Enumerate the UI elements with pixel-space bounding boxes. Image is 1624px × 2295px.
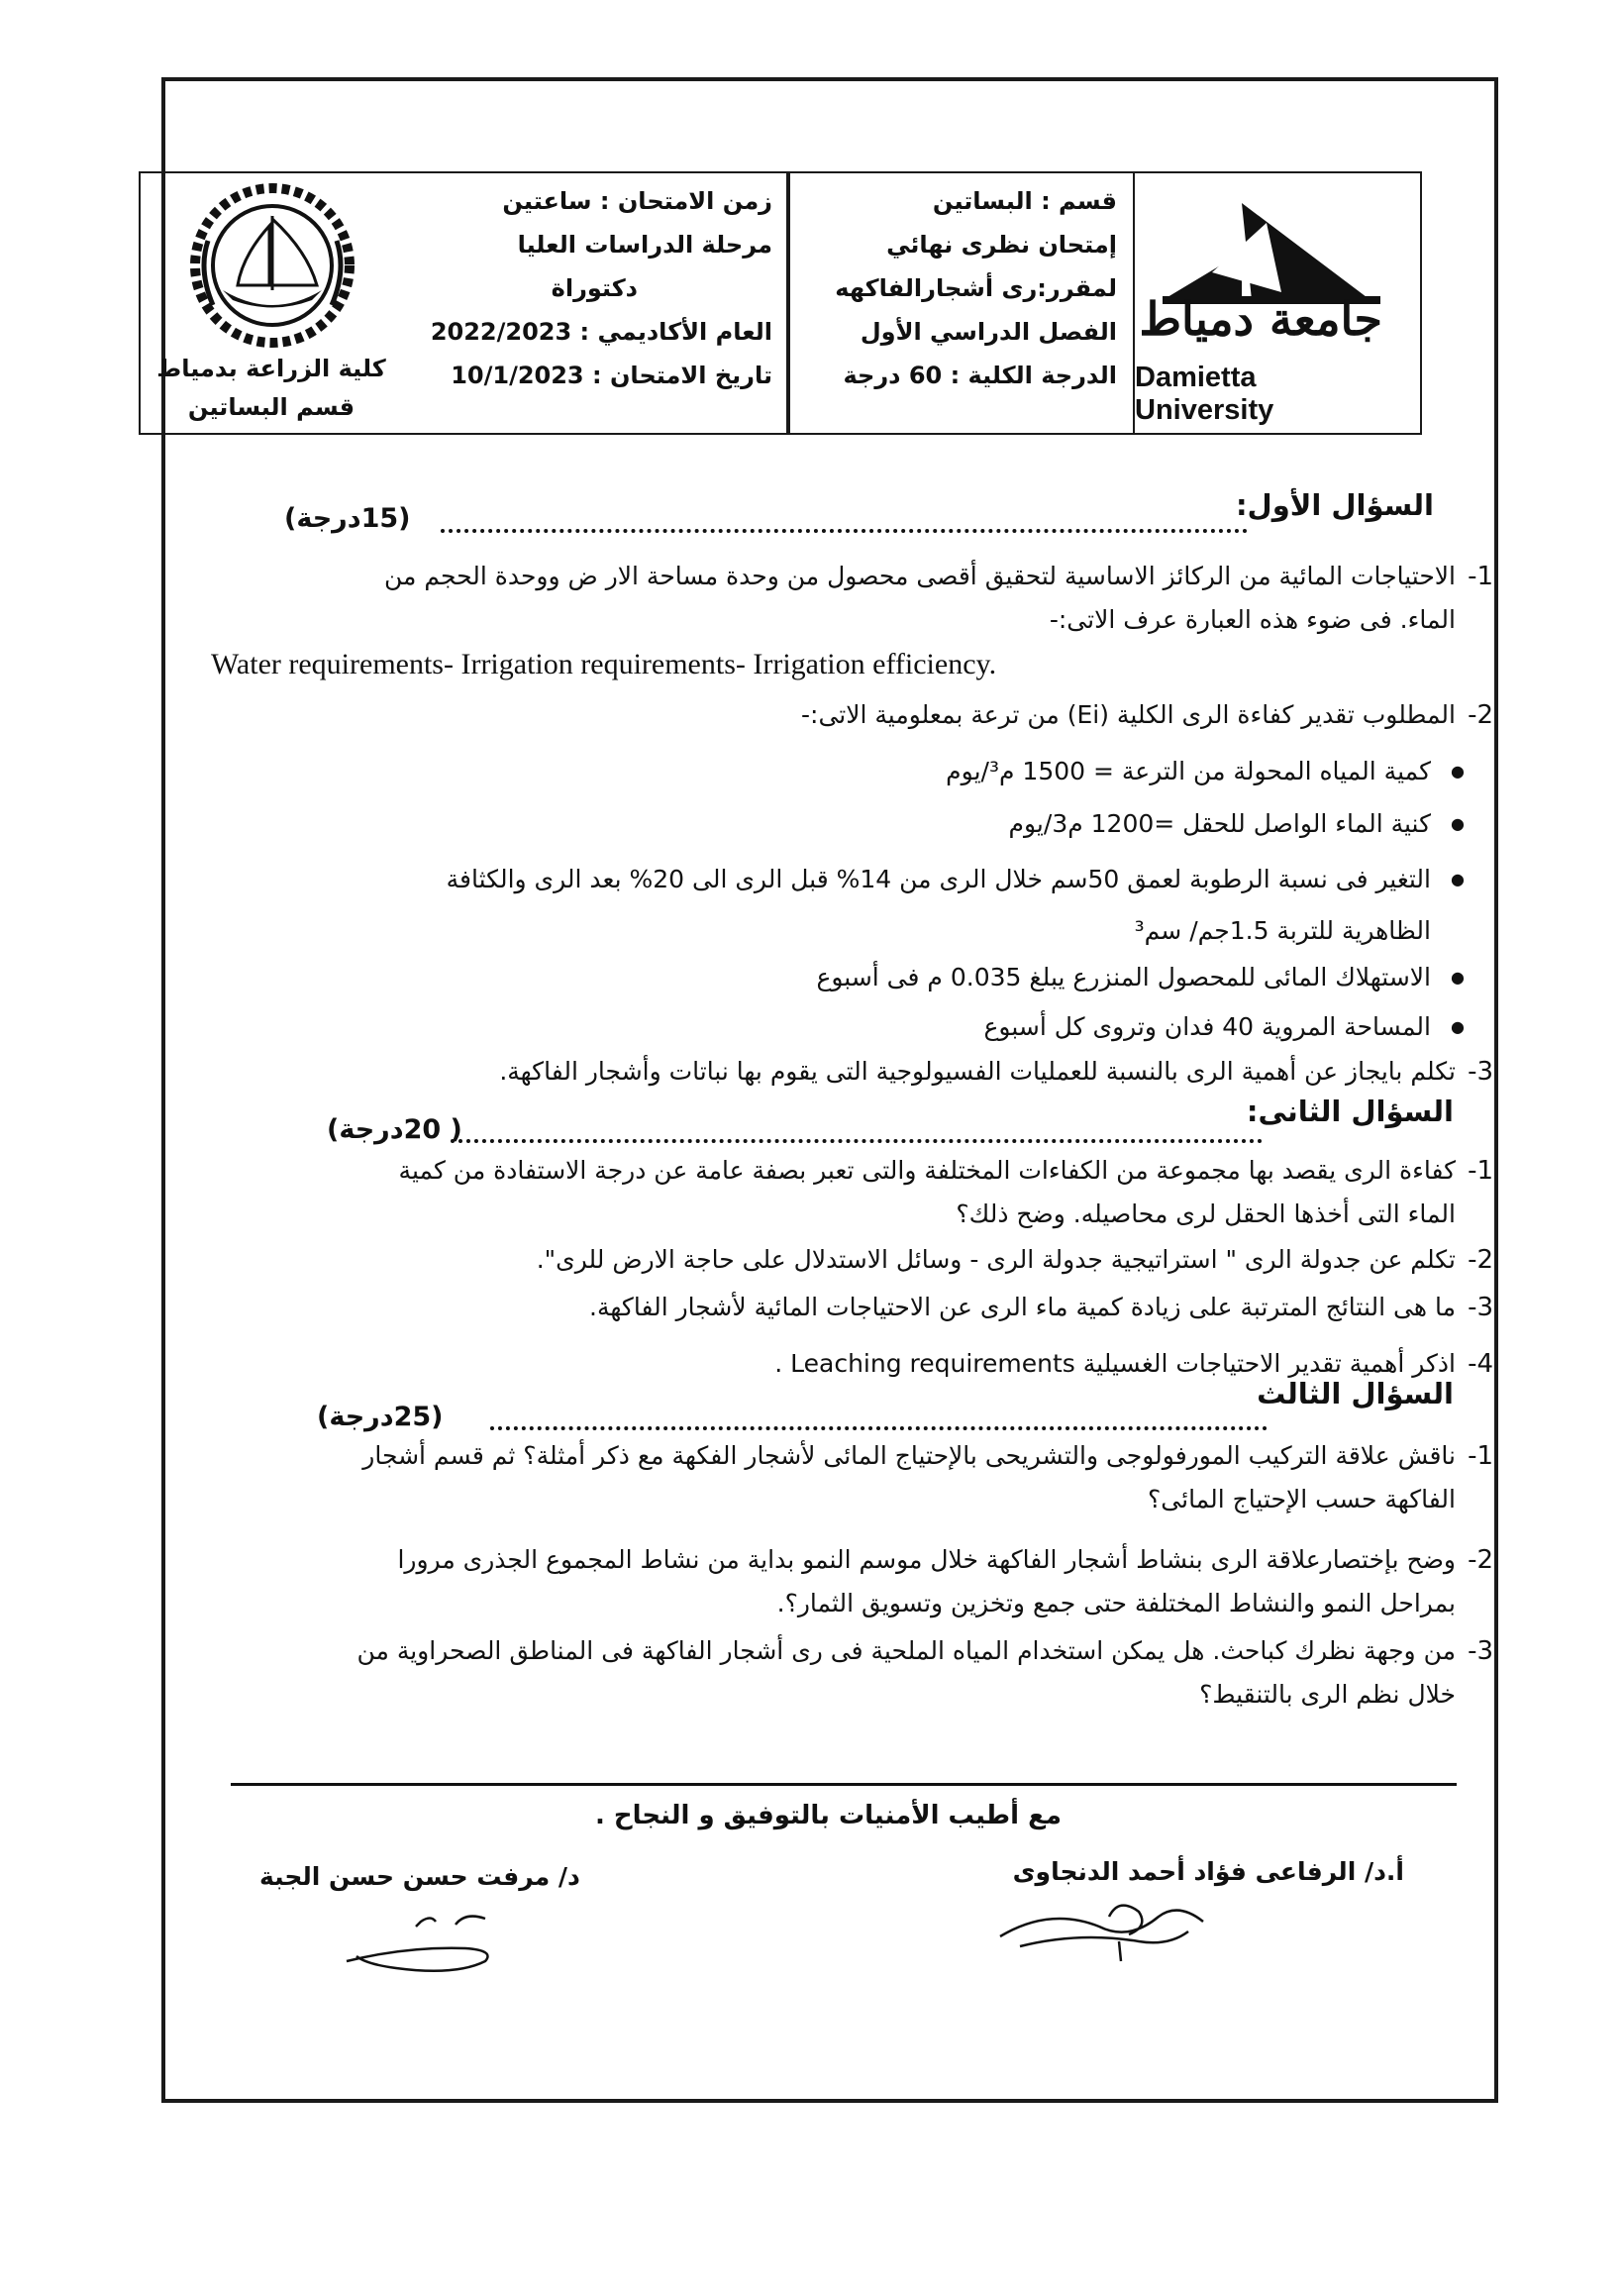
q3-item-1-text: ناقش علاقة التركيب المورفولوجى والتشريحى بالإحتياج المائى لأشجار الفكهة مع ذكر أمثلة؟ ثم قسم أشجار الفاكهة حسب الإحتياج المائى؟	[362, 1441, 1456, 1513]
q1-bullet-2: ● كنية الماء الواصل للحقل =1200 م3/يوم	[361, 802, 1431, 846]
course-name: لمقرر:رى أشجارالفاكهه	[835, 274, 1117, 302]
signature-name-right: أ.د/ الرفاعى فؤاد أحمد الدنجاوى	[1012, 1857, 1404, 1886]
question-2-dots	[451, 1139, 1263, 1143]
question-3-grade: (25درجة)	[317, 1402, 444, 1432]
q2-item-3	[356, 1286, 1493, 1329]
q2-item-1	[356, 1149, 1493, 1236]
question-3-dots	[490, 1426, 1268, 1430]
q1-bullet-3: ● التغير فى نسبة الرطوبة لعمق 50سم خلال الرى من 14% قبل الرى الى 20% بعد الرى والكثافة الظاهرية للتربة 1.5جم/ سم³	[361, 854, 1431, 957]
signature-left-icon	[337, 1907, 525, 1981]
q1-item-1-english-terms: Water requirements- Irrigation requirements- Irrigation efficiency.	[211, 648, 997, 680]
q3-item-3	[356, 1629, 1493, 1717]
question-2-grade: ( 20درجة)	[327, 1114, 462, 1145]
study-level: مرحلة الدراسات العليا	[517, 231, 772, 259]
question-3-title: السؤال الثالث	[1257, 1377, 1454, 1410]
q2-item-4-number: 4-	[1468, 1349, 1493, 1379]
q2-item-1-number: 1-	[1468, 1156, 1493, 1186]
footer-divider	[231, 1783, 1457, 1786]
q2-item-3-number: 3-	[1468, 1293, 1493, 1322]
q1-bullet-4: ● الاستهلاك المائى للمحصول المنزرع يبلغ 0.035 م فى أسبوع	[361, 956, 1431, 999]
q1-bullet-1: ● كمية المياه المحولة من الترعة = 1500 م³/يوم	[361, 750, 1431, 793]
q2-item-2	[356, 1238, 1493, 1282]
faculty-emblem-icon	[168, 181, 376, 350]
q1-item-2-text: المطلوب تقدير كفاءة الرى الكلية (Ei) من ترعة بمعلومية الاتى:-	[801, 700, 1456, 729]
q2-item-2-text: تكلم عن جدولة الرى " استراتيجية جدولة الرى - وسائل الاستدلال على حاجة الارض للرى".	[536, 1245, 1456, 1274]
exam-header	[139, 171, 1422, 435]
q1-item-1	[356, 555, 1493, 642]
question-1-grade: (15درجة)	[284, 503, 411, 534]
question-1-title: السؤال الأول:	[1235, 488, 1434, 522]
faculty-department: قسم البساتين	[187, 393, 355, 421]
university-name-ar: جامعة دمياط	[1139, 292, 1382, 346]
exam-info-cell	[400, 173, 788, 433]
department: قسم : البساتين	[932, 187, 1117, 215]
signature-name-left: د/ مرفت حسن حسن الجبة	[259, 1862, 580, 1891]
q3-item-2-number: 2-	[1468, 1545, 1493, 1575]
q1-item-3	[356, 1050, 1493, 1094]
question-1-dots	[441, 529, 1248, 533]
q1-item-2	[356, 693, 1493, 737]
q1-item-3-text: تكلم بايجاز عن أهمية الرى بالنسبة للعمليات الفسيولوجية التى يقوم بها نباتات وأشجار الفاكهة.	[499, 1057, 1456, 1086]
semester: الفصل الدراسي الأول	[860, 318, 1117, 346]
exam-date: تاريخ الامتحان : 10/1/2023	[451, 362, 772, 389]
faculty-logo-cell	[141, 173, 402, 433]
q1-item-1-number: 1-	[1468, 562, 1493, 591]
q3-item-1	[356, 1434, 1493, 1521]
q1-item-2-number: 2-	[1468, 700, 1493, 730]
degree: دكتوراة	[551, 274, 638, 302]
question-2-title: السؤال الثانى:	[1246, 1095, 1454, 1128]
signature-right-icon	[990, 1887, 1218, 1966]
q2-item-4-text: اذكر أهمية تقدير الاحتياجات الغسيلية Leaching requirements .	[774, 1349, 1456, 1378]
exam-time: زمن الامتحان : ساعتين	[502, 187, 772, 215]
university-logo-cell	[1135, 173, 1420, 433]
q3-item-3-number: 3-	[1468, 1636, 1493, 1666]
course-info-cell	[788, 173, 1135, 433]
exam-type: إمتحان نظرى نهائي	[886, 231, 1117, 259]
closing-wishes: مع أطيب الأمنيات بالتوفيق و النجاح .	[594, 1801, 1062, 1830]
q3-item-2	[356, 1538, 1493, 1625]
q1-item-1-text: الاحتياجات المائية من الركائز الاساسية لتحقيق أقصى محصول من وحدة مساحة الار ض ووحدة الحجم من الماء. فى ضوء هذه العبارة عرف الاتى:-	[383, 562, 1456, 634]
q2-item-2-number: 2-	[1468, 1245, 1493, 1275]
faculty-name: كلية الزراعة بدمياط	[156, 355, 386, 382]
q3-item-2-text: وضح بإختصارعلاقة الرى بنشاط أشجار الفاكهة خلال موسم النمو بداية من نشاط المجموع الجذرى مرورا بمراحل النمو والنشاط المختلفة حتى جمع وتخزين وتسويق الثمار؟.	[397, 1545, 1456, 1617]
q1-item-3-number: 3-	[1468, 1057, 1493, 1087]
university-name-en: Damietta University	[1135, 362, 1274, 426]
q2-item-1-text: كفاءة الرى يقصد بها مجموعة من الكفاءات المختلفة والتى تعبر بصفة عامة عن درجة الاستفادة من كمية الماء التى أخذها الحقل لرى محاصيله. وضح ذلك؟	[398, 1156, 1456, 1228]
q3-item-1-number: 1-	[1468, 1441, 1493, 1471]
q2-item-3-text: ما هى النتائج المترتبة على زيادة كمية ماء الرى عن الاحتياجات المائية لأشجار الفاكهة.	[589, 1293, 1456, 1321]
total-grade: الدرجة الكلية : 60 درجة	[843, 362, 1117, 389]
q3-item-3-text: من وجهة نظرك كباحث. هل يمكن استخدام المياه الملحية فى رى أشجار الفاكهة فى المناطق الصحراوية من خلال نظم الرى بالتنقيط؟	[356, 1636, 1456, 1709]
academic-year: العام الأكاديمي : 2022/2023	[430, 318, 772, 346]
q1-bullet-5: ● المساحة المروية 40 فدان وتروى كل أسبوع	[361, 1005, 1431, 1049]
